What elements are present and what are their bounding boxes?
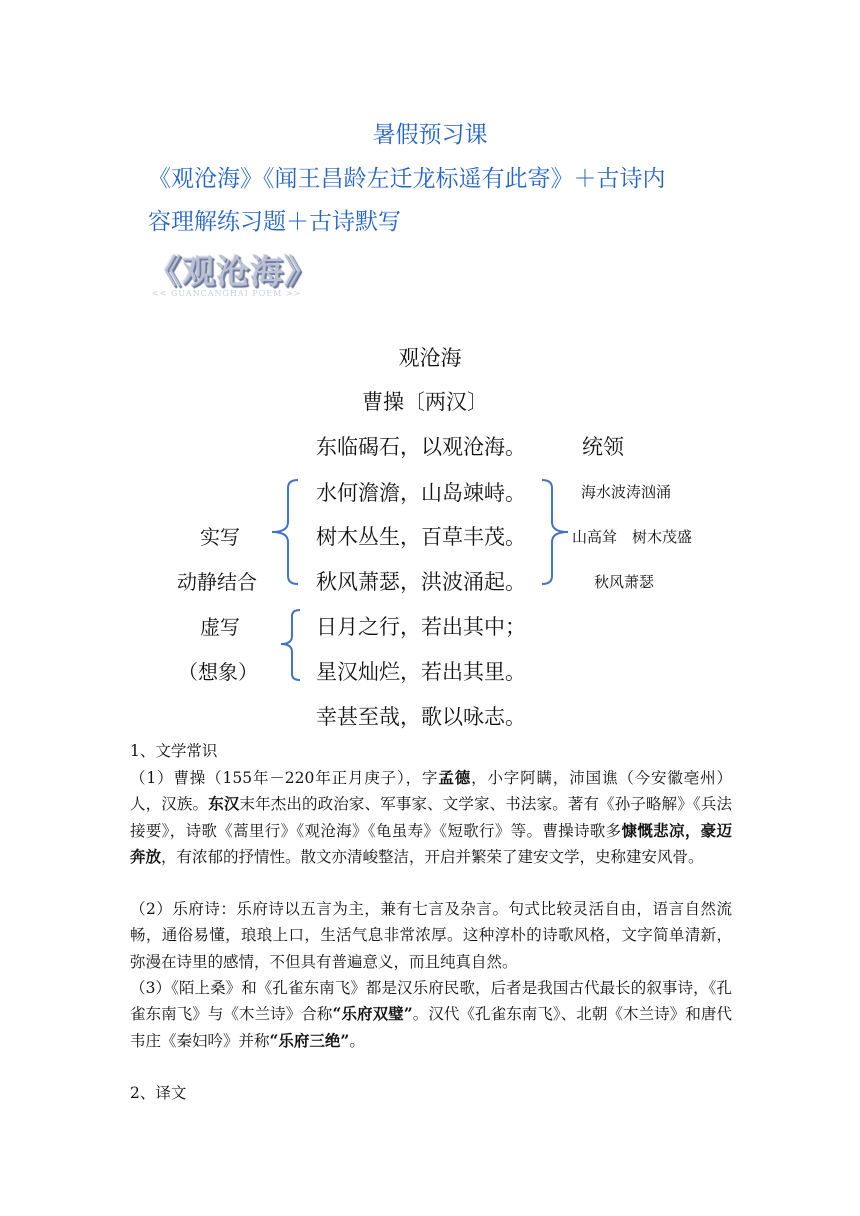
- poem-line-4: 秋风萧瑟，洪波涌起。: [316, 570, 526, 594]
- paragraph-yuefu-works: [130, 975, 732, 1054]
- poem-line-3: 树木丛生，百草丰茂。: [316, 525, 526, 549]
- poem-author: 曹操〔两汉〕: [362, 390, 488, 414]
- p1-text-g: ，有浓郁的抒情性。散文亦清峻整洁，开启并繁荣了建安文学，史称建安风骨。: [161, 847, 704, 866]
- section-heading-translation: 2、译文: [130, 1084, 187, 1102]
- poem-line-5: 日月之行，若出其中；: [316, 615, 526, 639]
- poem-line-1: 东临碣石，以观沧海。: [316, 435, 526, 459]
- p1-text-e: 末年杰出的政治家、军事家、文学家、书法家。著有《孙子略解》《兵法接要》，诗歌《蒿里行》《观沧海》《龟虽寿》《短歌行》等。曹操诗歌多: [130, 795, 732, 840]
- left-brace-realistic: [268, 478, 308, 588]
- paragraph-yuefu: （2）乐府诗：乐府诗以五言为主，兼有七言及杂言。句式比较灵活自由，语言自然流畅，通俗易懂，琅琅上口，生活气息非常浓厚。这种淳朴的诗歌风格，文字简单清新，弥漫在诗里的感情，不但具有普遍意义，而且纯真自然。: [130, 900, 732, 971]
- poem-line-6: 星汉灿烂，若出其里。: [316, 660, 526, 684]
- label-xuxie: 虚写: [200, 615, 240, 639]
- p1-text-a: （1）曹操（155年－220年正月庚子），字: [130, 769, 439, 787]
- label-xiangxiang: （想象）: [178, 660, 258, 684]
- label-dongjing: 动静结合: [177, 570, 257, 594]
- note-autumn-wind: 秋风萧瑟: [594, 573, 655, 591]
- p3-bold-shuangbi: “乐府双璧”: [332, 1004, 413, 1024]
- poem-line-2: 水何澹澹，山岛竦峙。: [316, 481, 526, 505]
- poem-title: 观沧海: [398, 346, 462, 370]
- doc-subtitle-line1: 《观沧海》《闻王昌龄左迁龙标遥有此寄》＋古诗内: [148, 166, 666, 192]
- p3-bold-sanjue: “乐府三绝”: [269, 1030, 350, 1050]
- p3-text-e: 。: [349, 1031, 365, 1050]
- left-brace-imaginary: [278, 608, 308, 682]
- p1-bold-donghan: 东汉: [208, 794, 240, 814]
- poem-line-7: 幸甚至哉，歌以咏志。: [316, 705, 526, 729]
- p3-text-c: 。汉代《孔雀东南飞》、北朝《木兰诗》和唐代韦庄《秦妇吟》并称: [130, 1005, 732, 1050]
- wordart-reflection: << GUANCANGHAI POEM >>: [152, 289, 302, 298]
- doc-subtitle-line2: 容理解练习题＋古诗默写: [148, 209, 401, 235]
- label-shixie: 实写: [200, 525, 240, 549]
- p1-bold-style: 慷慨悲凉，豪迈奔放: [130, 820, 732, 866]
- p3-text-a: （3）《陌上桑》和《孔雀东南飞》都是汉乐府民歌，后者是我国古代最长的叙事诗，《孔雀东南飞》与《木兰诗》合称: [130, 979, 732, 1024]
- doc-title: 暑假预习课: [372, 122, 488, 148]
- section-heading-literature: 1、文学常识: [130, 742, 218, 760]
- p1-bold-mengde: 孟德: [438, 768, 472, 787]
- p1-text-c: ，小字阿瞒，沛国谯（今安徽亳州）人，汉族。: [130, 769, 732, 814]
- note-mountain-trees: 山高耸 树木茂盛: [572, 528, 693, 546]
- paragraph-caocao: [130, 765, 732, 870]
- note-sea: 海水波涛汹涌: [581, 483, 672, 501]
- wordart-title: 《观沧海》: [148, 252, 318, 291]
- right-brace-realistic: [538, 478, 578, 588]
- annotation-tongling: 统领: [582, 435, 624, 459]
